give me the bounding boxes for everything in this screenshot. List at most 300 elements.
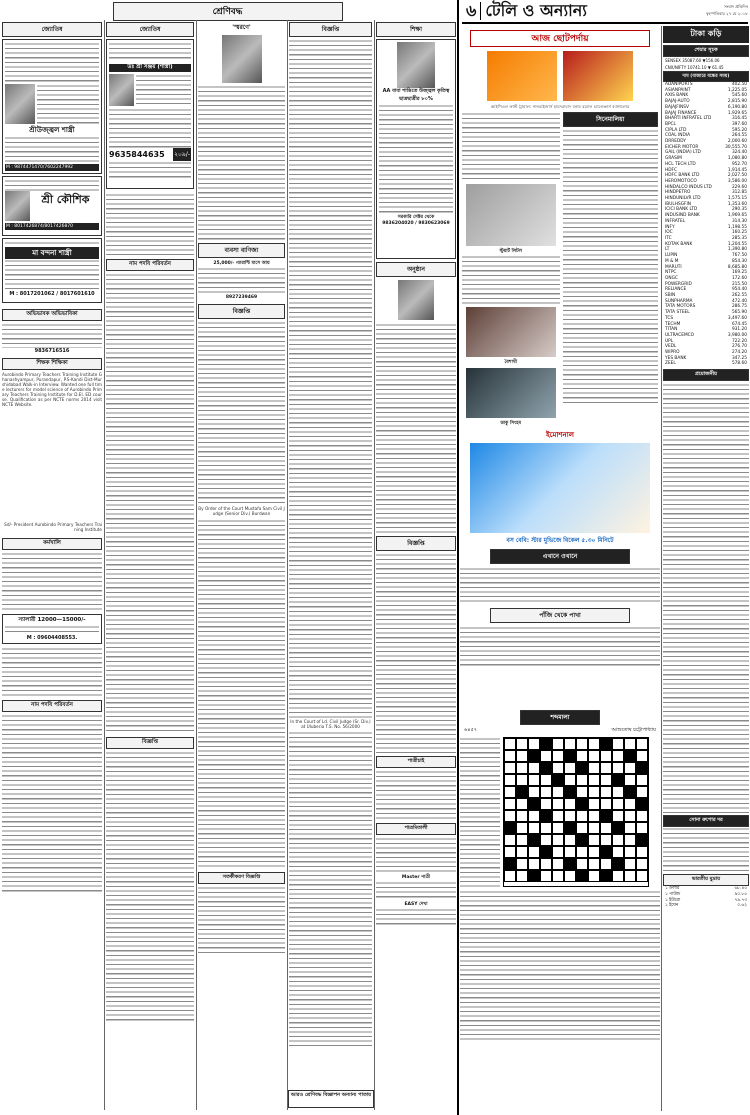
crossword-cell[interactable] [528, 822, 540, 834]
crossword-cell[interactable] [552, 786, 564, 798]
crossword-cell[interactable] [564, 786, 576, 798]
crossword-cell[interactable] [564, 750, 576, 762]
here-there-heading: এখানে ওখানে [490, 549, 630, 564]
stock-price: 595.20 [731, 127, 747, 133]
stock-name: INDUSIND BANK [665, 213, 700, 219]
crossword-cell[interactable] [636, 810, 648, 822]
crossword-cell[interactable] [636, 798, 648, 810]
forex-row [663, 903, 749, 909]
matrimony-heading: পাত্রীচাই [376, 756, 456, 768]
market-section [663, 26, 749, 1111]
stock-name: KOTAK BANK [665, 241, 693, 247]
crossword-cell[interactable] [636, 834, 648, 846]
crossword-cell[interactable] [636, 846, 648, 858]
crossword-cell[interactable] [624, 762, 636, 774]
crossword-cell[interactable] [612, 738, 624, 750]
astro3-phone: M : 8017201062 / 8017601610 [9, 291, 95, 297]
crossword-cell[interactable] [636, 762, 648, 774]
stock-price: 160.25 [731, 230, 747, 236]
puzzle-section [460, 710, 660, 1110]
guardian-heading: অভিভাবক অভিভাবিকা [2, 309, 102, 321]
tv-section [460, 28, 660, 708]
stock-name: TECHM [665, 321, 681, 327]
ticker-logo: টাকা কড়ি [663, 26, 749, 43]
stock-name: IOC [665, 230, 673, 236]
crossword-cell[interactable] [564, 738, 576, 750]
name-change-heading-2: নাম পদবি পরিবর্তন [106, 259, 194, 271]
crossword-cell[interactable] [564, 810, 576, 822]
column-4 [289, 22, 372, 1112]
crossword-cell[interactable] [564, 762, 576, 774]
stock-price: 264.55 [731, 133, 747, 139]
crossword-cell[interactable] [516, 750, 528, 762]
crossword-cell[interactable] [564, 858, 576, 870]
crossword-cell[interactable] [516, 810, 528, 822]
crossword-cell[interactable] [576, 834, 588, 846]
crossword-cell[interactable] [624, 786, 636, 798]
stock-name: ICICI BANK LTD [665, 207, 698, 213]
crossword-cell[interactable] [636, 774, 648, 786]
crossword-cell[interactable] [624, 750, 636, 762]
stock-price: 324.40 [731, 150, 747, 156]
stock-name: UPL [665, 338, 674, 344]
stock-price: 397.60 [731, 121, 747, 127]
paper-name: সংবাদ প্রতিদিন [724, 4, 748, 9]
stock-name: INFY [665, 224, 675, 230]
astro1-name: শ্রীউজ্জ্বল শাস্ত্রী [29, 126, 75, 134]
stock-price: 472.40 [731, 298, 747, 304]
crossword-cell[interactable] [576, 762, 588, 774]
crossword-cell[interactable] [600, 750, 612, 762]
stock-name: GRASIM [665, 156, 682, 162]
memorial-photo [222, 35, 262, 83]
crossword-cell[interactable] [504, 774, 516, 786]
job-salary: স্যালারী 12000—15000/- [18, 617, 86, 623]
crossword-cell[interactable] [588, 774, 600, 786]
stock-name: CIPLA LTD [665, 127, 687, 133]
sensex-line: SENSEX 35087.60 ▼156.06 [665, 58, 720, 63]
crossword-cell[interactable] [624, 798, 636, 810]
astro2-phone: M : 8017426874/8017426870 [5, 223, 99, 230]
crossword-cell[interactable] [516, 858, 528, 870]
stock-price: 545.60 [731, 93, 747, 99]
crossword-cell[interactable] [612, 798, 624, 810]
crossword-cell[interactable] [612, 762, 624, 774]
crossword-cell[interactable] [516, 738, 528, 750]
crossword-cell[interactable] [516, 870, 528, 882]
crossword-cell[interactable] [552, 738, 564, 750]
stock-name: VEDL [665, 344, 677, 350]
column-2 [106, 22, 194, 1112]
stock-name: M & M [665, 258, 679, 264]
crossword-cell[interactable] [564, 870, 576, 882]
crossword-cell[interactable] [504, 810, 516, 822]
stock-name: HINDPETRO [665, 190, 691, 196]
stock-row [663, 361, 749, 367]
crossword-cell[interactable] [600, 870, 612, 882]
puzzle-number: ৬৪৫৭ [464, 727, 477, 733]
crossword-cell[interactable] [612, 786, 624, 798]
stock-price: 215.50 [731, 281, 747, 287]
crossword-cell[interactable] [540, 858, 552, 870]
notice-heading-5: বিজ্ঞপ্তি [376, 536, 456, 551]
event-photo [398, 280, 434, 320]
nifty-line: CNX/NIFTY 10741.10 ▼ 61.45 [665, 65, 724, 70]
stock-price: 312.85 [731, 190, 747, 196]
stock-heading: শেয়ার সূচক [663, 45, 749, 57]
stock-name: COAL INDIA [665, 133, 691, 139]
stock-price: 1,914.45 [727, 167, 747, 173]
astro-ad-4 [106, 39, 194, 189]
column-3 [198, 22, 285, 1112]
crossword-cell[interactable] [600, 846, 612, 858]
stock-name: BAJAJ-AUTO [665, 99, 690, 105]
crossword-cell[interactable] [588, 750, 600, 762]
stock-price: 347.25 [731, 355, 747, 361]
notice-heading-4: বিজ্ঞপ্তি [289, 22, 372, 37]
stock-name: HCL TECH LTD [665, 161, 696, 167]
crossword-cell[interactable] [588, 822, 600, 834]
stock-name: BHARTI INFRATEL LTD [665, 116, 712, 122]
stock-name: YES BANK [665, 355, 687, 361]
crossword-cell[interactable] [504, 750, 516, 762]
film2-image [466, 307, 556, 357]
currency-rate: ৬৮.৪৫ [734, 886, 747, 892]
stock-name: ZEEL [665, 361, 676, 367]
crossword-cell[interactable] [564, 846, 576, 858]
crossword-cell[interactable] [516, 762, 528, 774]
job-ad [2, 614, 102, 644]
notice-heading-3: বিজ্ঞপ্তি [198, 304, 285, 319]
stock-price: 2,815.90 [727, 99, 747, 105]
crossword-cell[interactable] [540, 738, 552, 750]
crossword-cell[interactable] [540, 846, 552, 858]
crossword-cell[interactable] [588, 870, 600, 882]
stock-price: 1,575.15 [727, 196, 747, 202]
stock-name: AXIS BANK [665, 93, 689, 99]
crossword-cell[interactable] [564, 834, 576, 846]
crossword-cell[interactable] [588, 762, 600, 774]
section-title: শ্রেণিবদ্ধ [113, 2, 343, 21]
crossword-cell[interactable] [516, 786, 528, 798]
guardian-phone: 9836716516 [34, 348, 70, 354]
crossword-cell[interactable] [516, 834, 528, 846]
teacher-photo [397, 42, 435, 88]
crossword-cell[interactable] [540, 810, 552, 822]
stock-price: 952.70 [731, 161, 747, 167]
crossword-cell[interactable] [612, 822, 624, 834]
partner-heading: পাত্রমিতালী [376, 823, 456, 835]
stock-price: 2,000.60 [727, 139, 747, 145]
crossword-cell[interactable] [588, 786, 600, 798]
crossword-cell[interactable] [600, 762, 612, 774]
stock-price: 290.35 [731, 207, 747, 213]
business-offer: 25,000/- গ্যারান্টি মাসে আয় [213, 261, 270, 266]
stock-price: 3,586.00 [727, 178, 747, 184]
crossword-cell[interactable] [528, 798, 540, 810]
currency-name: ১ পাউন্ড [665, 891, 681, 897]
stock-name: POWERGRID [665, 281, 692, 287]
stock-name: ONGC [665, 275, 678, 281]
stock-name: BAJAJFINSV [665, 104, 689, 110]
puzzle-author: আশুতোষ চট্টোপাধ্যায় [611, 727, 656, 733]
crossword-cell[interactable] [528, 834, 540, 846]
crossword-cell[interactable] [552, 798, 564, 810]
crossword-cell[interactable] [528, 786, 540, 798]
crossword-cell[interactable] [504, 870, 516, 882]
date-line: বৃহস্পতিবার ২৭ মে ২০১৮ [706, 11, 748, 16]
crossword-cell[interactable] [600, 738, 612, 750]
crossword-cell[interactable] [600, 834, 612, 846]
stock-name: HINDUNILVR LTD [665, 196, 701, 202]
column-1 [2, 22, 102, 1112]
crossword-cell[interactable] [552, 762, 564, 774]
crossword-cell[interactable] [624, 834, 636, 846]
crossword-cell[interactable] [612, 858, 624, 870]
forex-heading: ভারতীয় মুদ্রায় [663, 874, 749, 886]
crossword-cell[interactable] [528, 750, 540, 762]
memorial-heading: 'স্মরণে' [232, 24, 251, 31]
crossword-cell[interactable] [576, 774, 588, 786]
stock-price: 262.55 [731, 293, 747, 299]
crossword-cell[interactable] [552, 846, 564, 858]
crossword-cell[interactable] [540, 774, 552, 786]
stock-name: ULTRACEMCO [665, 332, 695, 338]
stock-name: TATA STEEL [665, 310, 690, 316]
crossword-cell[interactable] [528, 858, 540, 870]
stock-price: 1,225.05 [727, 87, 747, 93]
stock-price: 3,497.60 [727, 315, 747, 321]
stock-name: IBULHSGFIN [665, 201, 691, 207]
stock-price: 3,980.00 [727, 332, 747, 338]
stock-name: HDFC BANK LTD [665, 173, 700, 179]
crossword-cell[interactable] [636, 870, 648, 882]
crossword-cell[interactable] [540, 822, 552, 834]
crossword-cell[interactable] [636, 822, 648, 834]
stock-price: 1,080.80 [727, 156, 747, 162]
crossword-cell[interactable] [600, 810, 612, 822]
crossword-cell[interactable] [564, 798, 576, 810]
crossword-cell[interactable] [504, 858, 516, 870]
crossword-cell[interactable] [528, 870, 540, 882]
stock-price: 285.35 [731, 235, 747, 241]
stock-name: TITAN [665, 327, 678, 333]
court-order-4: In the Court of Ld. Civil Judge (Sr. Div.) at Uluberia T.S. No. 56/2000 [290, 719, 371, 729]
stock-name: BAJAJ FINANCE [665, 110, 697, 116]
crossword-cell[interactable] [504, 738, 516, 750]
stock-price: 316.45 [731, 116, 747, 122]
crossword-cell[interactable] [612, 846, 624, 858]
stock-price: 314.30 [731, 218, 747, 224]
crossword-cell[interactable] [516, 798, 528, 810]
astro1-phone: M : 9874471470/7602247992 [5, 164, 99, 171]
boss-baby-caption: বস বেবি: স্টার মুভিজে বিকেল ৫.৩০ মিনিটে [506, 537, 614, 544]
crossword-cell[interactable] [552, 774, 564, 786]
stock-price: 767.50 [731, 253, 747, 259]
crossword-cell[interactable] [504, 834, 516, 846]
crossword-cell[interactable] [576, 750, 588, 762]
stock-price: 931.20 [731, 327, 747, 333]
stock-price: 286.75 [731, 304, 747, 310]
crossword-cell[interactable] [576, 798, 588, 810]
crossword-cell[interactable] [600, 774, 612, 786]
crossword-cell[interactable] [576, 738, 588, 750]
astro3-name: মা বন্দনা শাস্ত্রী [5, 247, 99, 259]
teacher-sign: Sd/- President Aurobindo Primary Teachers Training Institute [4, 522, 102, 532]
stock-name: RELIANCE [665, 287, 687, 293]
crossword-cell[interactable] [612, 810, 624, 822]
crossword-cell[interactable] [552, 810, 564, 822]
crossword-cell[interactable] [624, 738, 636, 750]
crossword-cell[interactable] [504, 786, 516, 798]
crossword-cell[interactable] [576, 858, 588, 870]
notice-heading-2: বিজ্ঞপ্তি [106, 737, 194, 749]
crossword-cell[interactable] [552, 750, 564, 762]
currency-name: ১ ইউরো [665, 897, 681, 903]
gold-heading: সোনা রুপোর দর [663, 815, 749, 827]
price-heading: দাম (বাজারে বন্ধের সময়) [663, 71, 749, 82]
crossword-cell[interactable] [516, 846, 528, 858]
crossword-cell[interactable] [528, 738, 540, 750]
crossword-cell[interactable] [552, 822, 564, 834]
crossword-cell[interactable] [504, 762, 516, 774]
crossword-cell[interactable] [600, 858, 612, 870]
crossword-cell[interactable] [528, 774, 540, 786]
edu-title: AA বাবা শান্তিতে উজ্জ্বল কৃতিত্ব ছাত্রছাত্রীর ৮০% [382, 88, 450, 102]
crossword-cell[interactable] [588, 810, 600, 822]
crossword-cell[interactable] [624, 858, 636, 870]
crossword-cell[interactable] [636, 858, 648, 870]
crossword-cell[interactable] [540, 870, 552, 882]
crossword-cell[interactable] [528, 810, 540, 822]
crossword-cell[interactable] [576, 810, 588, 822]
crossword-cell[interactable] [624, 870, 636, 882]
astrologer-photo [5, 191, 30, 221]
crossword-cell[interactable] [576, 786, 588, 798]
film2-caption: বৈশাখী [504, 360, 518, 365]
crossword-cell[interactable] [588, 798, 600, 810]
crossword-grid[interactable] [503, 737, 649, 887]
right-page [460, 0, 750, 1115]
crossword-cell[interactable] [624, 822, 636, 834]
event-heading: অনুষ্ঠান [376, 262, 456, 277]
stock-name: NTPC [665, 270, 677, 276]
astrologer-photo [109, 74, 134, 106]
court-order-3: By Order of the Court Mustafa Sam Civil Judge (Senior Div.) Burdwan [198, 506, 285, 516]
stock-price: 578.60 [731, 361, 747, 367]
astrologer-photo [5, 84, 35, 124]
crossword-cell[interactable] [588, 738, 600, 750]
astro-ad-1 [2, 39, 102, 174]
crossword-cell[interactable] [504, 846, 516, 858]
crossword-cell[interactable] [552, 834, 564, 846]
crossword-cell[interactable] [504, 822, 516, 834]
film4-image [466, 368, 556, 418]
crossword-cell[interactable] [588, 834, 600, 846]
crossword-cell[interactable] [636, 738, 648, 750]
stock-name: LT [665, 247, 670, 253]
film1-image [466, 184, 556, 246]
crossword-cell[interactable] [576, 846, 588, 858]
stock-price: 1,204.55 [727, 241, 747, 247]
crossword-cell[interactable] [528, 846, 540, 858]
crossword-cell[interactable] [540, 786, 552, 798]
stock-name: ITC [665, 235, 672, 241]
currency-rate: ০.৬২ [737, 903, 747, 909]
crossword-cell[interactable] [612, 750, 624, 762]
currency-rate: ৯০.৮৫ [734, 891, 747, 897]
stock-name: TCS [665, 315, 674, 321]
crossword-cell[interactable] [600, 786, 612, 798]
stock-price: 1,929.65 [727, 110, 747, 116]
crossword-cell[interactable] [540, 834, 552, 846]
crossword-cell[interactable] [624, 810, 636, 822]
crossword-cell[interactable] [576, 822, 588, 834]
crossword-cell[interactable] [612, 774, 624, 786]
film4-caption: ডাকু সিংহম [500, 421, 521, 426]
stock-price: 722.20 [731, 338, 747, 344]
stock-price: 8,685.80 [727, 264, 747, 270]
stock-name: HINDALCO INDUS LTD [665, 184, 712, 190]
warning-heading: সতর্কীকরণ বিজ্ঞপ্তি [198, 872, 285, 884]
crossword-cell[interactable] [636, 750, 648, 762]
astro-heading: জ্যোতিষ [2, 22, 102, 37]
crossword-cell[interactable] [624, 846, 636, 858]
crossword-cell[interactable] [528, 762, 540, 774]
stock-price: 30,555.70 [725, 144, 747, 150]
crossword-cell[interactable] [540, 750, 552, 762]
crossword-cell[interactable] [576, 870, 588, 882]
crossword-cell[interactable] [588, 846, 600, 858]
crossword-cell[interactable] [504, 798, 516, 810]
crossword-cell[interactable] [540, 798, 552, 810]
crossword-cell[interactable] [552, 870, 564, 882]
stock-price: 172.60 [731, 275, 747, 281]
more-classifieds-banner: আরও শ্রেণিবদ্ধ বিজ্ঞাপন অন্যান্য পাতায় [288, 1090, 374, 1108]
crossword-cell[interactable] [552, 858, 564, 870]
crossword-cell[interactable] [600, 822, 612, 834]
almanac-heading: পাঁজি খেকে পাখা [490, 608, 630, 623]
easy-heading: EASY দেখা [404, 902, 428, 907]
crossword-cell[interactable] [564, 774, 576, 786]
today-box: আজ ছোটপর্দায় [470, 30, 650, 47]
ipl-text: আইপিএল ফাস্ট ট্রায়াল: সানরাইজার্স হায়দরাবাদ বনাম রয়্যাল চ্যালেঞ্জার্স ব্যাঙ্গালোর [490, 104, 630, 109]
crossword-cell[interactable] [516, 774, 528, 786]
crossword-cell[interactable] [540, 762, 552, 774]
film3-image [470, 443, 650, 533]
stock-price: 674.45 [731, 321, 747, 327]
crossword-cell[interactable] [588, 858, 600, 870]
currency-name: ১ ইয়েন [665, 903, 679, 909]
stock-name: BPCL [665, 121, 676, 127]
astro-heading-2: জ্যোতিষ [106, 22, 194, 37]
crossword-cell[interactable] [564, 822, 576, 834]
stock-price: 1,198.55 [727, 224, 747, 230]
stock-name: EICHER MOTOR [665, 144, 699, 150]
crossword-cell[interactable] [624, 774, 636, 786]
astro-ad-3 [2, 238, 102, 303]
stock-price: 169.25 [731, 270, 747, 276]
stock-price: 274.20 [731, 350, 747, 356]
stock-name: TATA MOTORS [665, 304, 696, 310]
crossword-cell[interactable] [516, 822, 528, 834]
crossword-cell[interactable] [612, 834, 624, 846]
stock-name: HDFC [665, 167, 678, 173]
stock-price: 1,353.60 [727, 201, 747, 207]
crossword-cell[interactable] [612, 870, 624, 882]
crossword-cell[interactable] [600, 798, 612, 810]
crossword-cell[interactable] [636, 786, 648, 798]
